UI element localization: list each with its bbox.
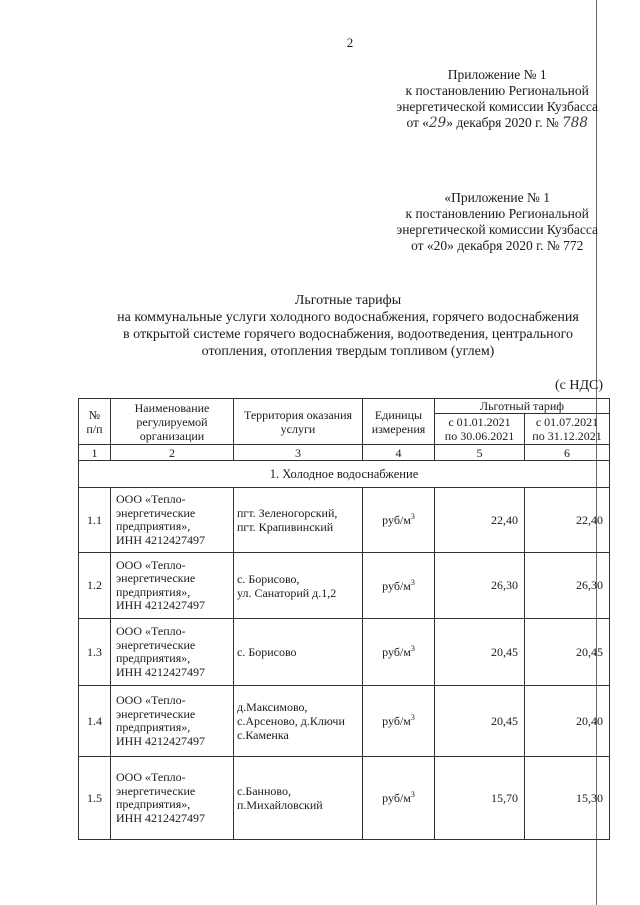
unit-cell [363, 488, 435, 553]
organization-line: ООО «Тепло- [116, 492, 186, 506]
organization-line: энергетические [116, 637, 196, 652]
row-number: 1.4 [79, 686, 111, 757]
title-line2: на коммунальные услуги холодного водоснабжения, горячего водоснабжения [117, 310, 579, 325]
unit-cell [363, 619, 435, 686]
unit-base: руб/м [382, 513, 411, 527]
territory-line: с.Каменка [237, 728, 289, 742]
page-number: 2 [346, 35, 354, 50]
row-number: 1.2 [79, 553, 111, 619]
organization-line: предприятия», [116, 720, 191, 734]
organization-line: ИНН 4212427497 [116, 664, 205, 679]
territory-cell [234, 553, 363, 619]
territory-line: с. Борисово [237, 645, 297, 659]
organization-line: энергетические [116, 505, 196, 520]
organization-line: ИНН 4212427497 [116, 598, 205, 612]
header-territory: Территория оказания услуги [234, 399, 363, 445]
col-number: 1 [79, 445, 111, 461]
territory-line: д.Максимово, [237, 700, 308, 714]
organization-line: ООО «Тепло- [116, 770, 186, 784]
tariff-period-2: 15,30 [525, 757, 610, 840]
appendix-old-line1: «Приложение № 1 [444, 190, 550, 205]
row-number: 1.3 [79, 619, 111, 686]
col-number: 3 [234, 445, 363, 461]
col-number: 6 [525, 445, 610, 461]
territory-cell [234, 757, 363, 840]
appendix-new-line2: к постановлению Региональной [405, 83, 589, 98]
col-number: 5 [435, 445, 525, 461]
header-period-1: с 01.01.2021 по 30.06.2021 [435, 414, 525, 445]
date-middle: » декабря 2020 г. № [446, 115, 559, 130]
organization-cell [111, 619, 234, 686]
organization-cell [111, 757, 234, 840]
table-row [79, 757, 610, 840]
header-period-2: с 01.07.2021 по 31.12.2021 [525, 414, 610, 445]
organization-line: предприятия», [116, 519, 191, 533]
appendix-new-line3: энергетической комиссии Кузбасса [396, 99, 598, 114]
column-numbers-row [79, 445, 610, 461]
header-row-1 [79, 399, 610, 414]
section-row [79, 461, 610, 488]
tariff-table [78, 398, 610, 840]
col-number: 2 [111, 445, 234, 461]
unit-base: руб/м [382, 714, 411, 728]
tariff-period-1: 26,30 [435, 553, 525, 619]
col-number: 4 [363, 445, 435, 461]
tariff-period-1: 20,45 [435, 686, 525, 757]
unit-base: руб/м [382, 645, 411, 659]
header-tariff-group: Льготный тариф [435, 399, 610, 414]
organization-line: энергетические [116, 571, 196, 585]
row-number: 1.1 [79, 488, 111, 553]
territory-line: ул. Санаторий д.1,2 [237, 585, 337, 600]
appendix-old-line4: от «20» декабря 2020 г. № 772 [411, 238, 584, 253]
organization-line: ИНН 4212427497 [116, 810, 205, 825]
vat-note: (с НДС) [554, 378, 603, 393]
appendix-new-line1: Приложение № 1 [447, 67, 547, 82]
territory-line: пгт. Зеленогорский, [237, 506, 338, 520]
organization-line: ИНН 4212427497 [116, 733, 205, 748]
table-row [79, 686, 610, 757]
unit-base: руб/м [382, 791, 411, 805]
table-row [79, 553, 610, 619]
unit-cell [363, 757, 435, 840]
territory-line: с.Банново, [237, 784, 291, 798]
organization-line: ООО «Тепло- [116, 693, 186, 707]
territory-line: п.Михайловский [237, 798, 323, 812]
unit-cell [363, 553, 435, 619]
date-prefix: от « [406, 115, 430, 130]
unit-superscript: 3 [410, 577, 415, 587]
appendix-old-line2: к постановлению Региональной [405, 206, 589, 221]
title-line3: в открытой системе горячего водоснабжения, водоотведения, центрального [123, 327, 573, 342]
title-line4: отопления, отопления твердым топливом (углем) [201, 344, 495, 359]
organization-cell [111, 686, 234, 757]
unit-superscript: 3 [410, 512, 415, 521]
table-row [79, 488, 610, 553]
organization-line: ООО «Тепло- [116, 624, 186, 638]
header-unit: Единицы измерения [363, 399, 435, 445]
territory-cell [234, 619, 363, 686]
document-title [88, 292, 608, 360]
header-org: Наименование регулируемой организации [111, 399, 234, 445]
territory-line: с.Арсеново, д.Ключи [237, 714, 345, 728]
organization-line: предприятия», [116, 797, 191, 811]
handwritten-number: 788 [562, 115, 588, 131]
appendix-header-old [396, 190, 598, 254]
tariff-period-1: 20,45 [435, 619, 525, 686]
unit-superscript: 3 [410, 790, 415, 799]
title-line1: Льготные тарифы [294, 293, 402, 308]
tariff-period-1: 22,40 [435, 488, 525, 553]
territory-cell [234, 686, 363, 757]
organization-line: ООО «Тепло- [116, 557, 186, 572]
organization-cell [111, 488, 234, 553]
tariff-period-1: 15,70 [435, 757, 525, 840]
appendix-old-line3: энергетической комиссии Кузбасса [396, 222, 598, 237]
territory-cell [234, 488, 363, 553]
unit-base: руб/м [382, 578, 411, 593]
organization-line: энергетические [116, 783, 196, 798]
organization-line: предприятия», [116, 584, 191, 599]
territory-line: с. Борисово, [237, 571, 300, 586]
organization-line: энергетические [116, 706, 196, 721]
tariff-period-2: 20,40 [525, 686, 610, 757]
territory-line: пгт. Крапивинский [237, 520, 334, 534]
organization-cell [111, 553, 234, 619]
tariff-period-2: 20,45 [525, 619, 610, 686]
tariff-period-2: 26,30 [525, 553, 610, 619]
appendix-new-date [396, 115, 598, 131]
section-cold-water: 1. Холодное водоснабжение [79, 461, 610, 488]
header-num: № п/п [79, 399, 111, 445]
organization-line: предприятия», [116, 651, 191, 665]
unit-superscript: 3 [410, 713, 415, 722]
table-row [79, 619, 610, 686]
tariff-period-2: 22,40 [525, 488, 610, 553]
handwritten-day: 29 [429, 115, 447, 131]
row-number: 1.5 [79, 757, 111, 840]
organization-line: ИНН 4212427497 [116, 532, 205, 547]
unit-superscript: 3 [410, 644, 415, 653]
unit-cell [363, 686, 435, 757]
appendix-header-new [396, 67, 598, 131]
